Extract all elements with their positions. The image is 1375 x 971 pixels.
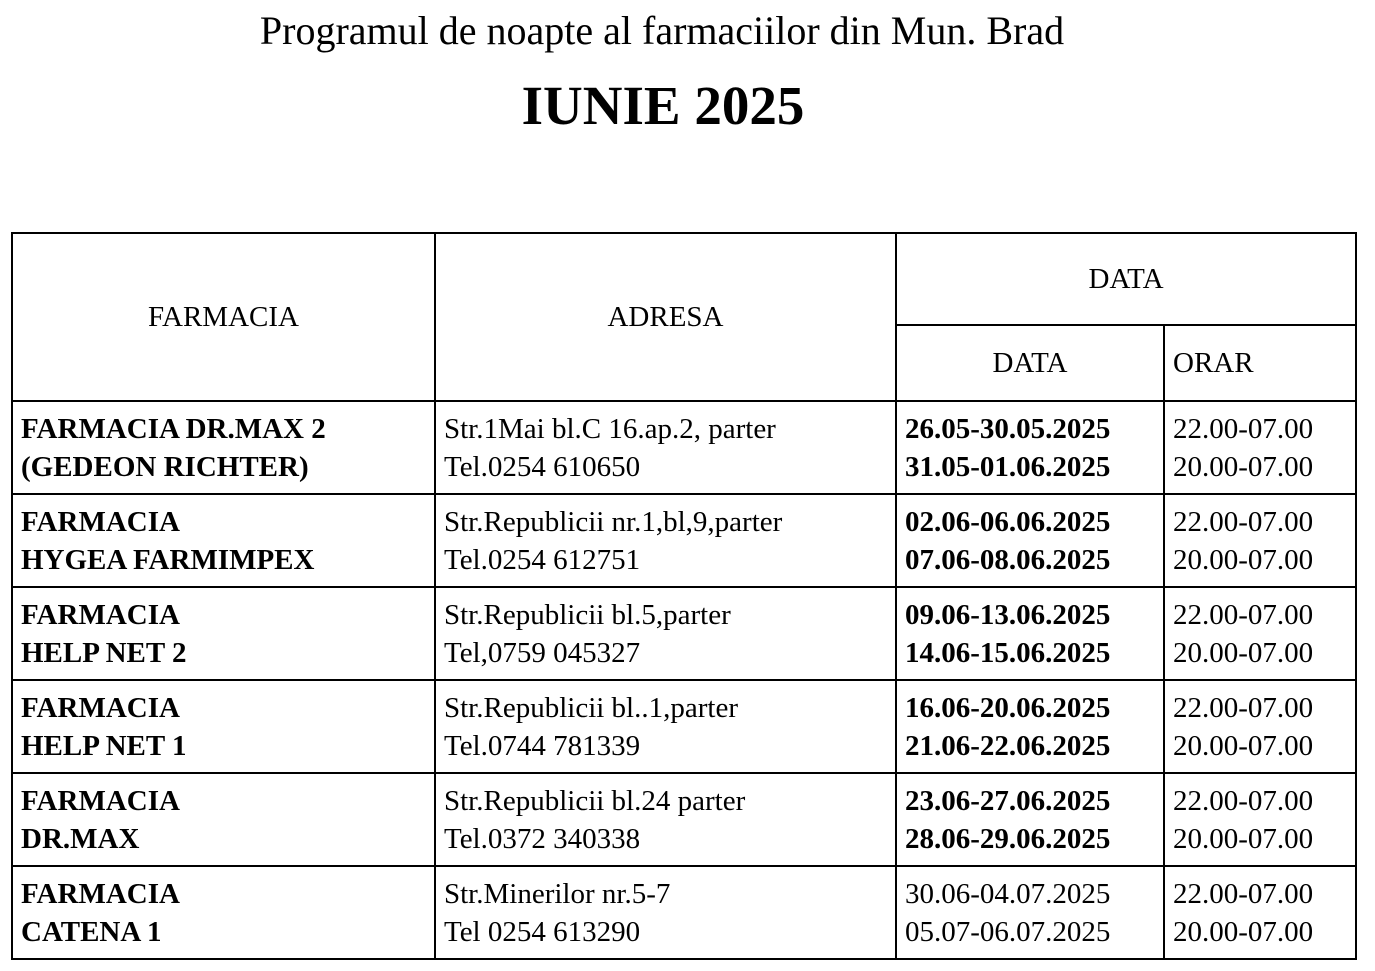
pharmacy-name-cell-line: FARMACIA <box>21 598 180 631</box>
address-cell-line: Str.Minerilor nr.5-7 <box>444 877 671 910</box>
date-cell-line: 21.06-22.06.2025 <box>905 729 1111 762</box>
address-cell <box>435 773 896 866</box>
address-cell-line: Str.Republicii bl..1,parter <box>444 691 738 724</box>
pharmacy-name-cell-line: FARMACIA <box>21 784 180 817</box>
date-cell <box>896 494 1164 587</box>
date-cell-line: 26.05-30.05.2025 <box>905 412 1111 445</box>
pharmacy-name-cell-line: FARMACIA DR.MAX 2 <box>21 412 326 445</box>
pharmacy-name-cell-line: HYGEA FARMIMPEX <box>21 543 315 576</box>
address-cell-line: Str.Republicii nr.1,bl,9,parter <box>444 505 783 538</box>
address-cell-line: Str.Republicii bl.5,parter <box>444 598 731 631</box>
pharmacy-name-cell-line: (GEDEON RICHTER) <box>21 450 309 483</box>
pharmacy-name-cell <box>12 773 435 866</box>
header-data: DATA <box>896 325 1164 401</box>
date-cell-line: 14.06-15.06.2025 <box>905 636 1111 669</box>
address-cell-line: Str.1Mai bl.C 16.ap.2, parter <box>444 412 776 445</box>
address-cell <box>435 494 896 587</box>
date-cell-line: 07.06-08.06.2025 <box>905 543 1111 576</box>
table-row <box>12 680 1356 773</box>
address-cell-line: Tel.0254 612751 <box>444 543 641 576</box>
address-cell <box>435 401 896 494</box>
date-cell <box>896 680 1164 773</box>
address-cell-line: Tel 0254 613290 <box>444 915 641 948</box>
pharmacy-name-cell <box>12 587 435 680</box>
table-row <box>12 773 1356 866</box>
date-cell <box>896 401 1164 494</box>
pharmacy-name-cell <box>12 680 435 773</box>
date-cell <box>896 773 1164 866</box>
hours-cell-line: 22.00-07.00 <box>1173 877 1314 910</box>
address-cell-line: Tel.0372 340338 <box>444 822 641 855</box>
hours-cell-line: 22.00-07.00 <box>1173 505 1314 538</box>
date-cell-line: 31.05-01.06.2025 <box>905 450 1111 483</box>
hours-cell <box>1164 773 1356 866</box>
header-orar: ORAR <box>1164 325 1356 401</box>
pharmacy-name-cell-line: DR.MAX <box>21 822 140 855</box>
pharmacy-name-cell-line: HELP NET 1 <box>21 729 187 762</box>
hours-cell-line: 20.00-07.00 <box>1173 636 1314 669</box>
page-title: Programul de noapte al farmaciilor din Mun. Brad <box>259 8 1065 53</box>
month-heading: IUNIE 2025 <box>521 75 805 136</box>
header-row <box>12 233 1356 325</box>
date-cell-line: 02.06-06.06.2025 <box>905 505 1111 538</box>
table-row <box>12 866 1356 959</box>
pharmacy-name-cell-line: FARMACIA <box>21 505 180 538</box>
header-adresa: ADRESA <box>435 233 896 401</box>
pharmacy-name-cell <box>12 866 435 959</box>
address-cell-line: Tel.0254 610650 <box>444 450 641 483</box>
hours-cell-line: 20.00-07.00 <box>1173 543 1314 576</box>
table-row <box>12 587 1356 680</box>
header-farmacia: FARMACIA <box>12 233 435 401</box>
address-cell-line: Str.Republicii bl.24 parter <box>444 784 746 817</box>
table-row <box>12 401 1356 494</box>
hours-cell-line: 22.00-07.00 <box>1173 784 1314 817</box>
hours-cell-line: 20.00-07.00 <box>1173 450 1314 483</box>
pharmacy-name-cell-line: CATENA 1 <box>21 915 162 948</box>
hours-cell <box>1164 866 1356 959</box>
table-row <box>12 494 1356 587</box>
hours-cell-line: 20.00-07.00 <box>1173 729 1314 762</box>
hours-cell-line: 22.00-07.00 <box>1173 691 1314 724</box>
date-cell-line: 28.06-29.06.2025 <box>905 822 1111 855</box>
hours-cell-line: 20.00-07.00 <box>1173 822 1314 855</box>
hours-cell-line: 22.00-07.00 <box>1173 598 1314 631</box>
date-cell-line: 23.06-27.06.2025 <box>905 784 1111 817</box>
date-cell-line: 05.07-06.07.2025 <box>905 915 1111 948</box>
hours-cell-line: 22.00-07.00 <box>1173 412 1314 445</box>
hours-cell <box>1164 401 1356 494</box>
pharmacy-name-cell-line: FARMACIA <box>21 877 180 910</box>
address-cell-line: Tel,0759 045327 <box>444 636 641 669</box>
hours-cell <box>1164 587 1356 680</box>
pharmacy-name-cell-line: FARMACIA <box>21 691 180 724</box>
header-data-group: DATA <box>896 233 1356 325</box>
pharmacy-name-cell <box>12 494 435 587</box>
date-cell <box>896 866 1164 959</box>
address-cell <box>435 680 896 773</box>
pharmacy-name-cell-line: HELP NET 2 <box>21 636 187 669</box>
address-cell <box>435 587 896 680</box>
date-cell-line: 30.06-04.07.2025 <box>905 877 1111 910</box>
date-cell-line: 09.06-13.06.2025 <box>905 598 1111 631</box>
date-cell-line: 16.06-20.06.2025 <box>905 691 1111 724</box>
address-cell-line: Tel.0744 781339 <box>444 729 641 762</box>
address-cell <box>435 866 896 959</box>
pharmacy-schedule-table <box>11 232 1357 960</box>
hours-cell <box>1164 494 1356 587</box>
date-cell <box>896 587 1164 680</box>
hours-cell-line: 20.00-07.00 <box>1173 915 1314 948</box>
pharmacy-name-cell <box>12 401 435 494</box>
hours-cell <box>1164 680 1356 773</box>
